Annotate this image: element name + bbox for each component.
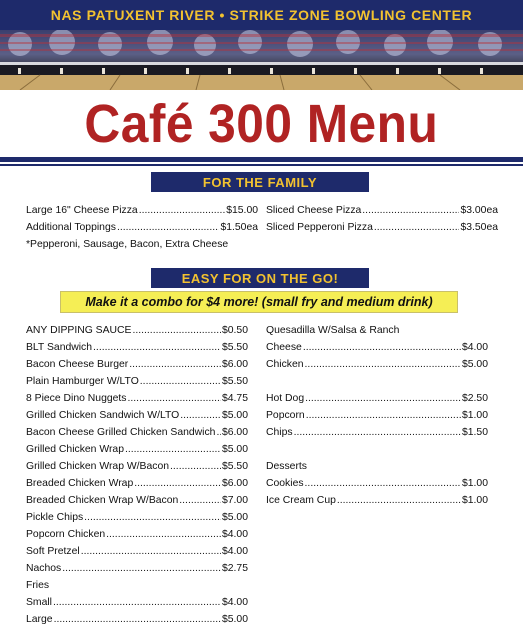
item-price: $0.50 <box>221 325 248 336</box>
combo-offer-text: Make it a combo for $4 more! (small fry and medium drink) <box>85 295 433 309</box>
item-name: Plain Hamburger W/LTO <box>26 376 139 387</box>
menu-item <box>26 543 248 560</box>
item-name: Hot Dog <box>266 393 305 404</box>
desserts-heading: Desserts <box>266 461 307 472</box>
item-name: Popcorn <box>266 410 305 421</box>
menu-item <box>26 219 258 236</box>
venue-header-bar <box>0 0 523 30</box>
item-price: $5.00 <box>221 444 248 455</box>
item-price: $5.00 <box>461 359 488 370</box>
menu-item <box>26 322 248 339</box>
item-price: $5.00 <box>221 410 248 421</box>
menu-item <box>26 611 248 628</box>
item-name: Sliced Pepperoni Pizza <box>266 222 373 233</box>
divider-thin <box>0 164 523 166</box>
item-name: BLT Sandwich <box>26 342 93 353</box>
family-section-title: FOR THE FAMILY <box>202 174 318 190</box>
item-name: Nachos <box>26 563 62 574</box>
family-section-banner <box>151 172 369 192</box>
item-price: $4.00 <box>461 342 488 353</box>
item-price: $3.50ea <box>460 222 498 233</box>
item-price: $2.50 <box>461 393 488 404</box>
divider <box>0 157 523 162</box>
menu-item <box>266 475 488 492</box>
item-name: Sliced Cheese Pizza <box>266 205 362 216</box>
menu-item <box>26 390 248 407</box>
item-price: $2.75 <box>221 563 248 574</box>
go-section-title: EASY FOR ON THE GO! <box>181 270 339 286</box>
item-price: $1.50 <box>461 427 488 438</box>
menu-item <box>26 492 248 509</box>
page-title <box>0 90 523 158</box>
menu-item <box>26 356 248 373</box>
item-name: Small <box>26 597 52 608</box>
item-price: $1.00 <box>461 478 488 489</box>
item-name: 8 Piece Dino Nuggets <box>26 393 127 404</box>
item-name: Popcorn Chicken <box>26 529 106 540</box>
item-name: Chips <box>266 427 293 438</box>
fries-heading: Fries <box>26 580 50 591</box>
go-left-column <box>26 322 248 628</box>
menu-item <box>266 407 488 424</box>
go-right-column <box>266 322 488 509</box>
item-name: Additional Toppings <box>26 222 116 233</box>
item-price: $5.00 <box>221 614 248 625</box>
item-name: Large <box>26 614 53 625</box>
venue-name: NAS PATUXENT RIVER • STRIKE ZONE BOWLING CENTER <box>50 7 473 23</box>
family-right-column <box>266 202 498 236</box>
spacer <box>266 373 488 390</box>
menu-item <box>26 475 248 492</box>
item-price: $6.00 <box>221 427 248 438</box>
item-name: Grilled Chicken Wrap W/Bacon <box>26 461 170 472</box>
item-price: $1.00 <box>461 495 488 506</box>
bowling-lanes-illustration <box>0 30 523 90</box>
quesadilla-heading: Quesadilla W/Salsa & Ranch <box>266 325 400 336</box>
item-name: Grilled Chicken Wrap <box>26 444 124 455</box>
menu-item <box>266 390 488 407</box>
family-left-column <box>26 202 258 253</box>
item-price: $1.00 <box>461 410 488 421</box>
item-name: Large 16" Cheese Pizza <box>26 205 138 216</box>
item-name: Breaded Chicken Wrap <box>26 478 134 489</box>
item-name: ANY DIPPING SAUCE <box>26 325 132 336</box>
item-name: Pickle Chips <box>26 512 84 523</box>
menu-item <box>266 219 498 236</box>
menu-item <box>26 339 248 356</box>
item-price: $6.00 <box>221 359 248 370</box>
menu-item <box>26 202 258 219</box>
item-price: $4.00 <box>221 597 248 608</box>
item-price: $4.00 <box>221 546 248 557</box>
item-name: Chicken <box>266 359 304 370</box>
item-price: $15.00 <box>226 205 258 216</box>
item-price: $5.00 <box>221 512 248 523</box>
item-name: Soft Pretzel <box>26 546 80 557</box>
item-price: $4.75 <box>221 393 248 404</box>
spacer <box>266 441 488 458</box>
menu-item <box>266 492 488 509</box>
item-price: $5.50 <box>221 342 248 353</box>
menu-item <box>266 356 488 373</box>
item-price: $5.50 <box>221 461 248 472</box>
go-section-banner <box>151 268 369 288</box>
item-price: $5.50 <box>221 376 248 387</box>
item-price: $6.00 <box>221 478 248 489</box>
item-price: $4.00 <box>221 529 248 540</box>
item-price: $1.50ea <box>220 222 258 233</box>
bowling-lanes-photo <box>0 30 523 90</box>
menu-item <box>266 339 488 356</box>
combo-offer-banner <box>60 291 458 313</box>
item-name: Ice Cream Cup <box>266 495 336 506</box>
menu-title: Café 300 Menu <box>84 94 439 154</box>
item-price: $7.00 <box>221 495 248 506</box>
menu-item <box>266 424 488 441</box>
item-name: Breaded Chicken Wrap W/Bacon <box>26 495 179 506</box>
item-name: Grilled Chicken Sandwich W/LTO <box>26 410 180 421</box>
item-name: Cookies <box>266 478 304 489</box>
item-price: $3.00ea <box>460 205 498 216</box>
item-name: Bacon Cheese Burger <box>26 359 129 370</box>
menu-item <box>26 458 248 475</box>
menu-item <box>26 424 248 441</box>
menu-item <box>26 373 248 390</box>
menu-item <box>26 509 248 526</box>
menu-item <box>26 560 248 577</box>
toppings-note: *Pepperoni, Sausage, Bacon, Extra Cheese <box>26 239 229 250</box>
item-name: Cheese <box>266 342 302 353</box>
menu-item <box>26 441 248 458</box>
menu-item <box>26 594 248 611</box>
menu-item <box>26 407 248 424</box>
item-name: Bacon Cheese Grilled Chicken Sandwich <box>26 427 216 438</box>
menu-item <box>266 202 498 219</box>
menu-item <box>26 526 248 543</box>
